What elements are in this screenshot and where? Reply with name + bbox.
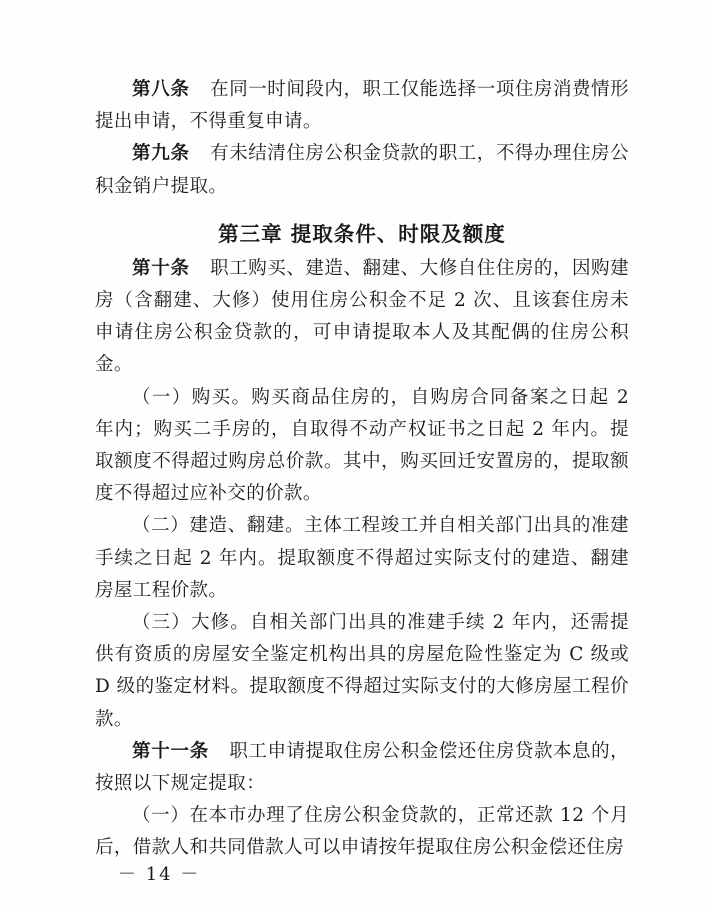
document-body bbox=[95, 74, 629, 865]
article-11-label: 第十一条 bbox=[132, 740, 209, 762]
article-9 bbox=[95, 138, 629, 202]
chapter-title: 第三章 提取条件、时限及额度 bbox=[218, 221, 506, 246]
article-11-item-1: （一）在本市办理了住房公积金贷款的，正常还款 12 个月后，借款人和共同借款人可以申请按年提取住房公积金偿还住房 bbox=[95, 805, 629, 859]
article-10-label: 第十条 bbox=[132, 257, 190, 279]
article-8-text: 在同一时间段内，职工仅能选择一项住房消费情形提出申请，不得重复申请。 bbox=[95, 79, 629, 133]
article-9-text: 有未结清住房公积金贷款的职工，不得办理住房公积金销户提取。 bbox=[95, 143, 629, 197]
article-8-label: 第八条 bbox=[132, 79, 190, 100]
article-9-label: 第九条 bbox=[132, 143, 190, 165]
article-10-item-3: （三）大修。自相关部门出具的准建手续 2 年内，还需提供有资质的房屋安全鉴定机构出具的房屋危险性鉴定为 C 级或 D 级的鉴定材料。提取额度不得超过实际支付的大修房屋工程价款。 bbox=[95, 612, 629, 730]
article-10-text: 职工购买、建造、翻建、大修自住住房的，因购建房（含翻建、大修）使用住房公积金不足 2 次、且该套住房未申请住房公积金贷款的，可申请提取本人及其配偶的住房公积金。 bbox=[95, 257, 629, 376]
article-10 bbox=[95, 253, 629, 382]
page-number: － 14 － bbox=[118, 864, 201, 885]
article-11-text: 职工申请提取住房公积金偿还住房贷款本息的，按照以下规定提取： bbox=[95, 740, 630, 795]
article-10-item-2: （二）建造、翻建。主体工程竣工并自相关部门出具的准建手续之日起 2 年内。提取额度不得超过实际支付的建造、翻建房屋工程价款。 bbox=[95, 515, 629, 601]
article-10-item-1: （一）购买。购买商品住房的，自购房合同备案之日起 2 年内；购买二手房的，自取得不动产权证书之日起 2 年内。提取额度不得超过购房总价款。其中，购买回迁安置房的，提取额度不得超过应补交的价款。 bbox=[95, 386, 629, 505]
article-8 bbox=[95, 74, 629, 138]
article-11 bbox=[95, 736, 629, 800]
